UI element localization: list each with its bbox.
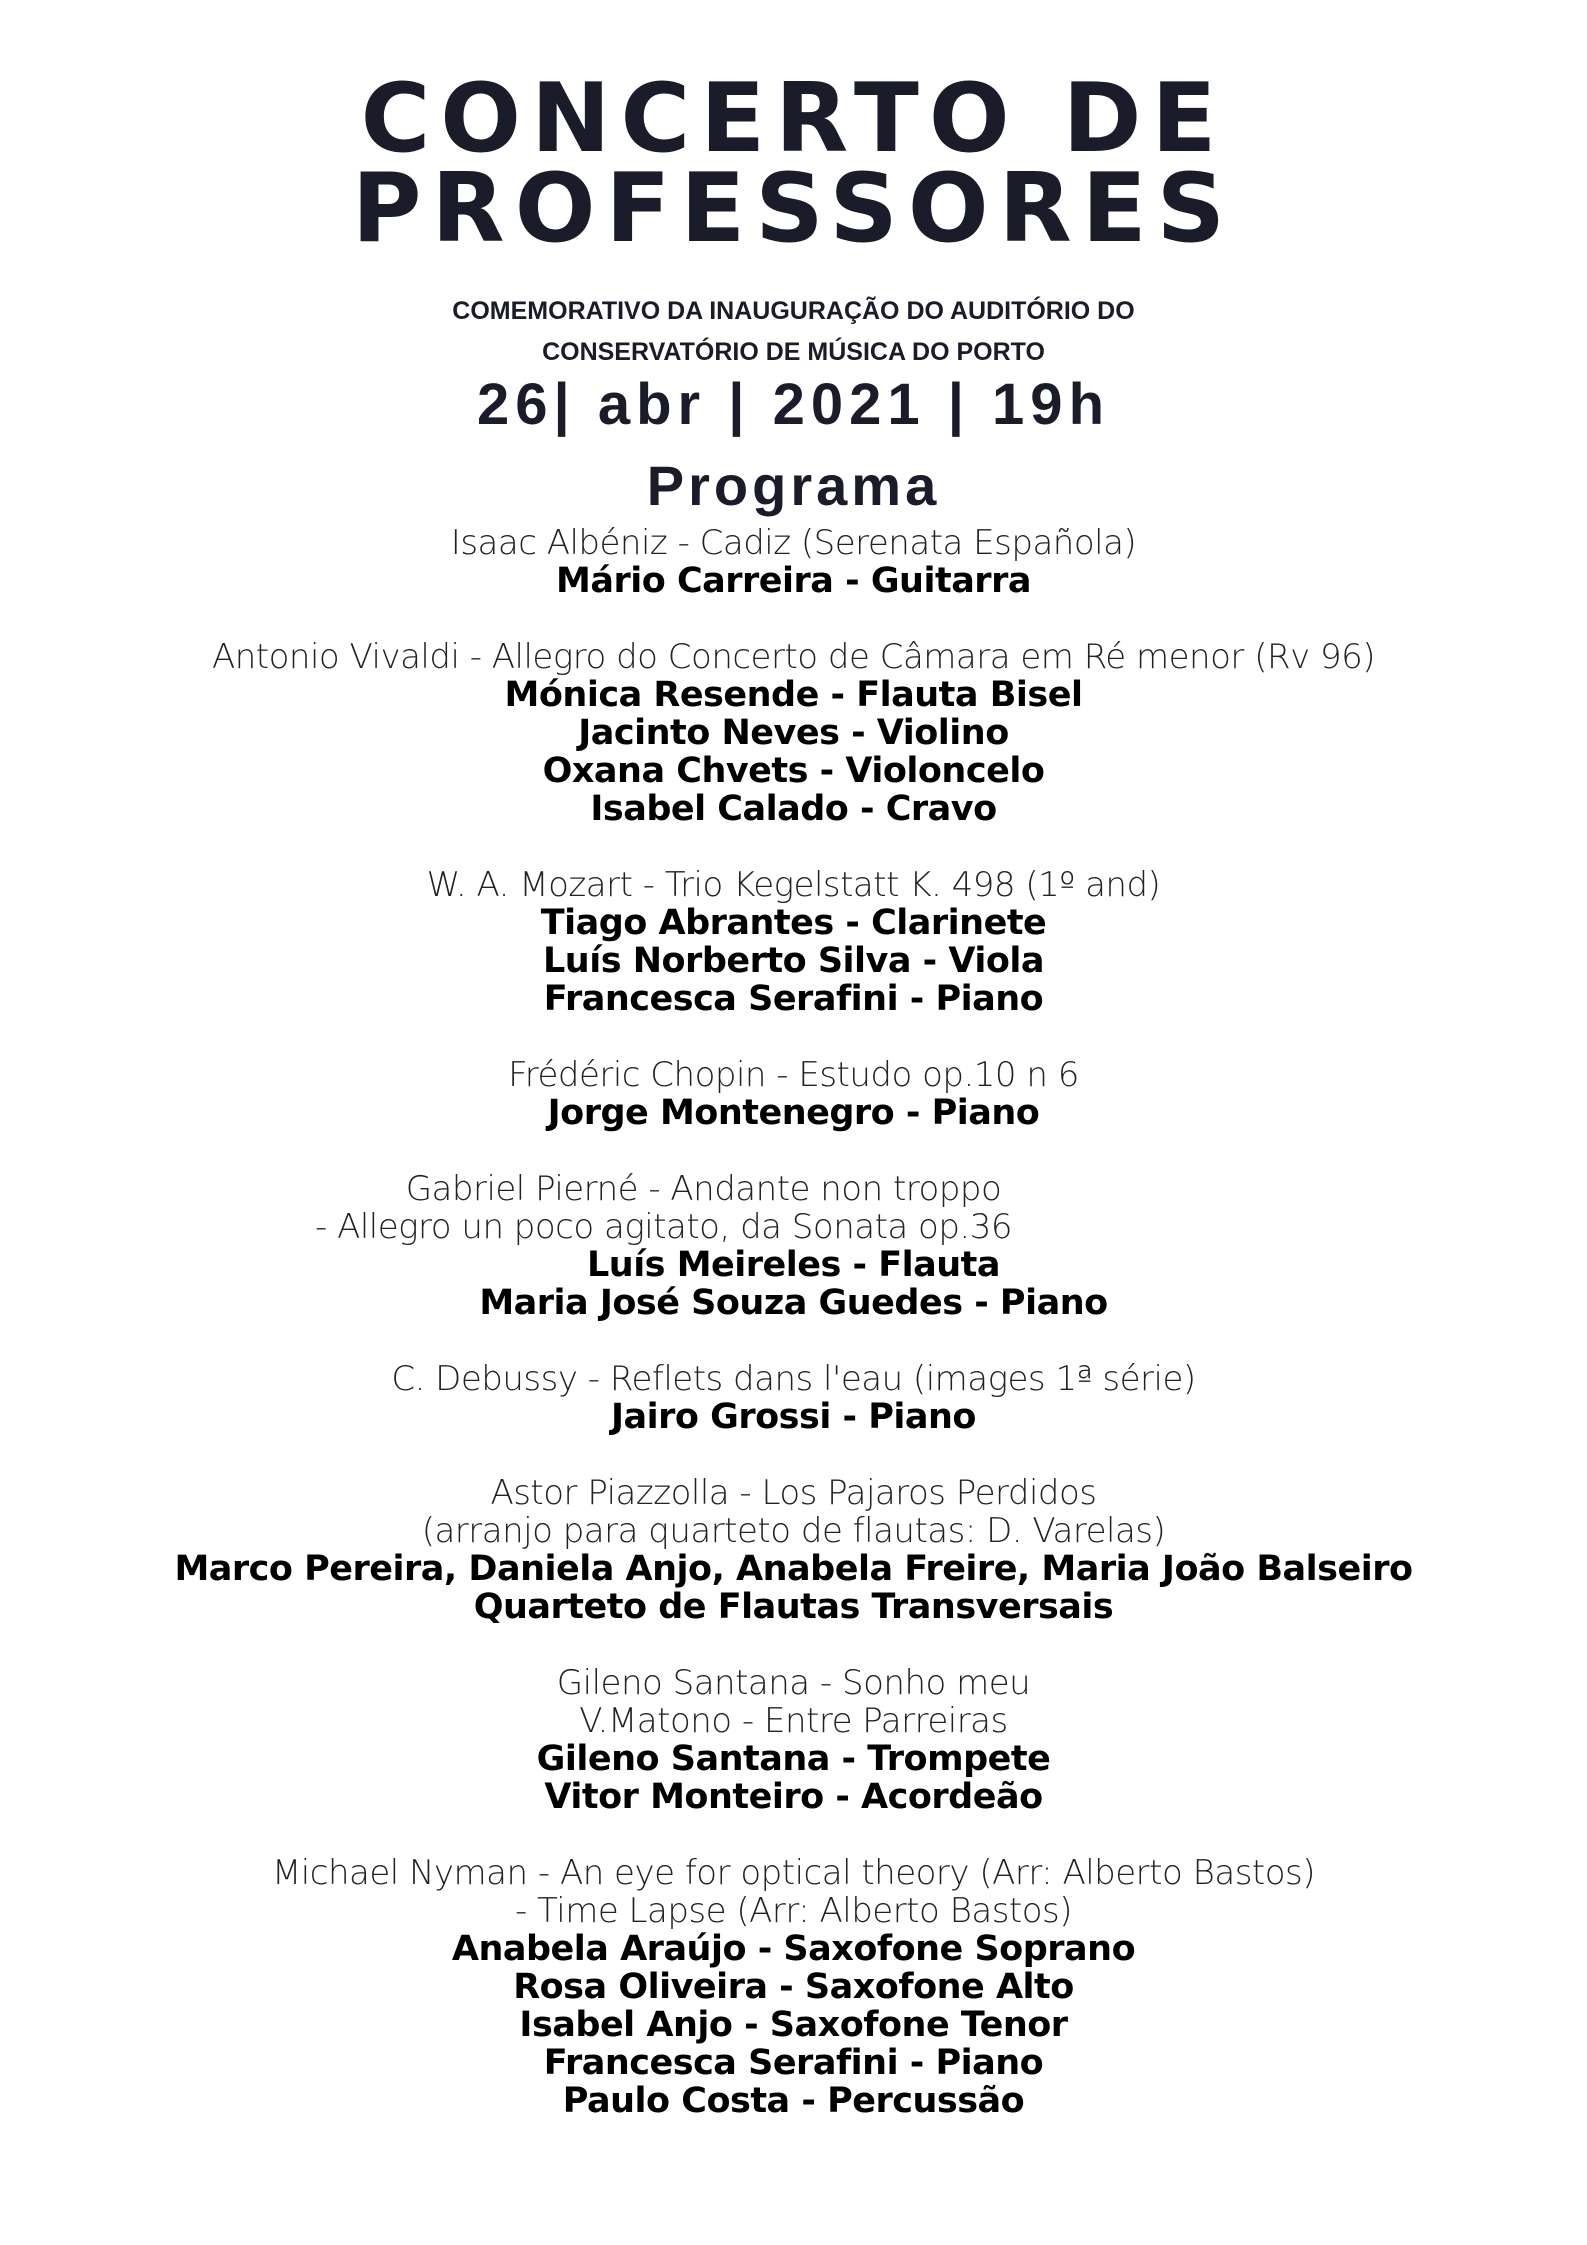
piece-title: Antonio Vivaldi - Allegro do Concerto de Câmara em Ré menor (Rv 96)	[211, 637, 1376, 677]
performer: Mário Carreira - Guitarra	[556, 561, 1031, 601]
poster-title-line-1: CONCERTO DE	[360, 64, 1227, 174]
piece-title: - Allegro un poco agitato, da Sonata op.36	[315, 1207, 1013, 1247]
performer: Jacinto Neves - Violino	[578, 713, 1009, 753]
piece-title: C. Debussy - Reflets dans l'eau (images 1ª série)	[391, 1359, 1196, 1399]
performer: Quarteto de Flautas Transversais	[473, 1587, 1114, 1627]
piece-title: Frédéric Chopin - Estudo op.10 n 6	[508, 1055, 1079, 1095]
poster-title-line-2: PROFESSORES	[351, 154, 1236, 264]
performer: Jairo Grossi - Piano	[611, 1397, 976, 1437]
performer: Gileno Santana - Trompete	[536, 1739, 1051, 1779]
performer: Maria José Souza Guedes - Piano	[479, 1283, 1108, 1323]
piece-title: V.Matono - Entre Parreiras	[579, 1701, 1008, 1741]
program-heading: Programa	[646, 454, 941, 517]
piece-title: W. A. Mozart - Trio Kegelstatt K. 498 (1º and)	[426, 865, 1161, 905]
performer: Paulo Costa - Percussão	[562, 2081, 1025, 2121]
performer: Vitor Monteiro - Acordeão	[544, 1777, 1043, 1817]
piece-title: - Time Lapse (Arr: Alberto Bastos)	[514, 1891, 1073, 1931]
piece-title: Gileno Santana - Sonho meu	[556, 1663, 1031, 1703]
performer: Oxana Chvets - Violoncelo	[542, 751, 1045, 791]
piece-title: (arranjo para quarteto de flautas: D. Varelas)	[421, 1511, 1166, 1551]
performer: Tiago Abrantes - Clarinete	[540, 903, 1047, 943]
performer: Francesca Serafini - Piano	[543, 2043, 1044, 2083]
performer: Mónica Resende - Flauta Bisel	[504, 675, 1083, 715]
subtitle-line-2: CONSERVATÓRIO DE MÚSICA DO PORTO	[542, 338, 1045, 366]
piece-title: Isaac Albéniz - Cadiz (Serenata Española)	[450, 523, 1137, 563]
event-date: 26| abr | 2021 | 19h	[477, 372, 1110, 437]
performer: Isabel Calado - Cravo	[590, 789, 997, 829]
performer: Anabela Araújo - Saxofone Soprano	[451, 1929, 1136, 1969]
performer: Marco Pereira, Daniela Anjo, Anabela Freire, Maria João Balseiro	[174, 1549, 1413, 1589]
performer: Luís Meireles - Flauta	[586, 1245, 1001, 1285]
performer: Rosa Oliveira - Saxofone Alto	[513, 1967, 1074, 2007]
performer: Luís Norberto Silva - Viola	[542, 941, 1044, 981]
performer: Francesca Serafini - Piano	[543, 979, 1044, 1019]
piece-title: Michael Nyman - An eye for optical theory (Arr: Alberto Bastos)	[271, 1853, 1316, 1893]
performer: Isabel Anjo - Saxofone Tenor	[519, 2005, 1068, 2045]
piece-title: Gabriel Pierné - Andante non troppo	[405, 1169, 1002, 1209]
piece-title: Astor Piazzolla - Los Pajaros Perdidos	[490, 1473, 1097, 1513]
performer: Jorge Montenegro - Piano	[547, 1093, 1040, 1133]
subtitle-line-1: COMEMORATIVO DA INAUGURAÇÃO DO AUDITÓRIO DO	[452, 297, 1135, 325]
